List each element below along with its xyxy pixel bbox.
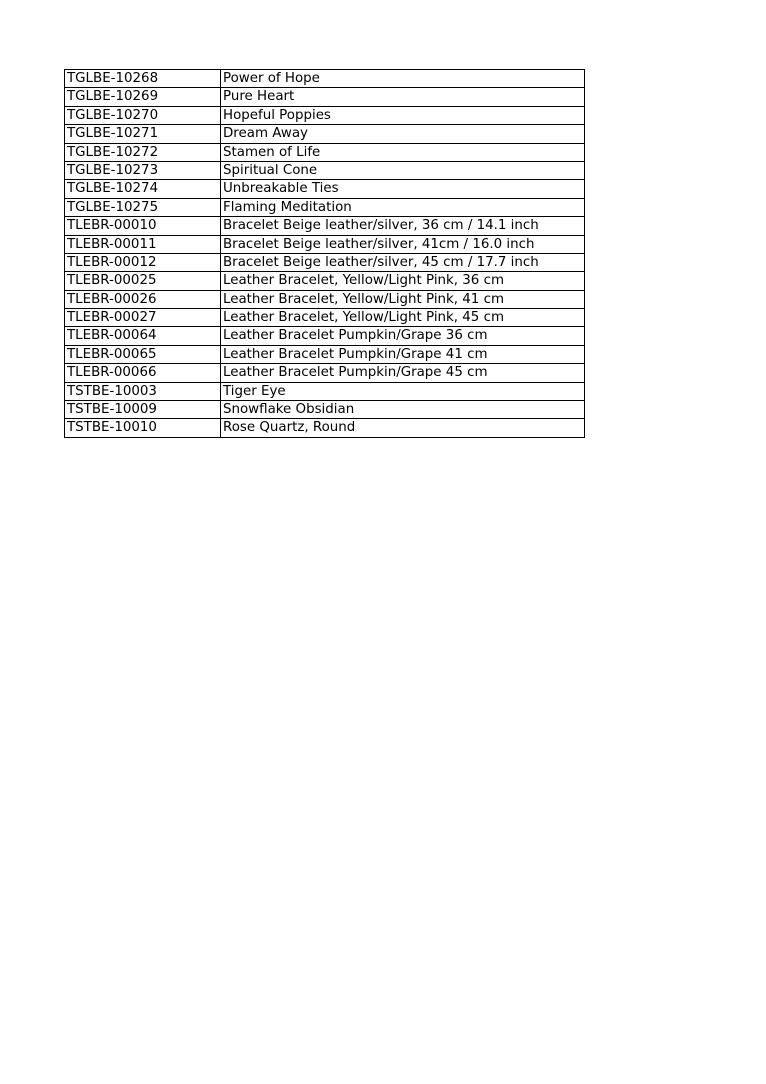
table-row [65,290,585,308]
product-description-cell: Tiger Eye [221,382,585,400]
product-description-cell: Leather Bracelet Pumpkin/Grape 36 cm [221,327,585,345]
product-description-cell: Unbreakable Ties [221,180,585,198]
product-code-cell: TLEBR-00026 [65,290,221,308]
table-row [65,180,585,198]
table-row [65,70,585,88]
product-code-cell: TLEBR-00012 [65,253,221,271]
product-code-cell: TLEBR-00066 [65,364,221,382]
table-row [65,106,585,124]
table-row [65,235,585,253]
product-code-cell: TGLBE-10268 [65,70,221,88]
table-row [65,345,585,363]
product-description-cell: Bracelet Beige leather/silver, 45 cm / 17.7 inch [221,253,585,271]
product-description-cell: Flaming Meditation [221,198,585,216]
product-description-cell: Leather Bracelet, Yellow/Light Pink, 36 cm [221,272,585,290]
table-row [65,327,585,345]
table-row [65,401,585,419]
product-description-cell: Dream Away [221,125,585,143]
table-row [65,125,585,143]
product-description-cell: Power of Hope [221,70,585,88]
product-code-cell: TLEBR-00011 [65,235,221,253]
product-code-cell: TSTBE-10003 [65,382,221,400]
table-row [65,217,585,235]
product-code-cell: TGLBE-10275 [65,198,221,216]
table-row [65,253,585,271]
product-description-cell: Rose Quartz, Round [221,419,585,437]
product-description-cell: Snowflake Obsidian [221,401,585,419]
product-description-cell: Pure Heart [221,88,585,106]
table-row [65,161,585,179]
product-description-cell: Stamen of Life [221,143,585,161]
product-code-cell: TLEBR-00025 [65,272,221,290]
product-code-cell: TLEBR-00027 [65,309,221,327]
product-code-cell: TGLBE-10274 [65,180,221,198]
product-table [64,69,585,438]
table-row [65,309,585,327]
product-code-cell: TSTBE-10009 [65,401,221,419]
table-row [65,419,585,437]
product-code-cell: TLEBR-00065 [65,345,221,363]
table-row [65,198,585,216]
product-code-cell: TGLBE-10271 [65,125,221,143]
product-description-cell: Hopeful Poppies [221,106,585,124]
product-description-cell: Leather Bracelet Pumpkin/Grape 45 cm [221,364,585,382]
product-description-cell: Bracelet Beige leather/silver, 36 cm / 14.1 inch [221,217,585,235]
product-code-cell: TGLBE-10273 [65,161,221,179]
table-row [65,364,585,382]
product-code-cell: TLEBR-00010 [65,217,221,235]
product-description-cell: Leather Bracelet, Yellow/Light Pink, 45 cm [221,309,585,327]
product-description-cell: Leather Bracelet, Yellow/Light Pink, 41 cm [221,290,585,308]
product-table-body [65,70,585,438]
product-description-cell: Leather Bracelet Pumpkin/Grape 41 cm [221,345,585,363]
product-description-cell: Bracelet Beige leather/silver, 41cm / 16.0 inch [221,235,585,253]
product-code-cell: TLEBR-00064 [65,327,221,345]
product-description-cell: Spiritual Cone [221,161,585,179]
product-code-cell: TGLBE-10269 [65,88,221,106]
table-row [65,143,585,161]
table-row [65,272,585,290]
product-code-cell: TGLBE-10272 [65,143,221,161]
product-code-cell: TGLBE-10270 [65,106,221,124]
table-row [65,382,585,400]
table-row [65,88,585,106]
product-code-cell: TSTBE-10010 [65,419,221,437]
